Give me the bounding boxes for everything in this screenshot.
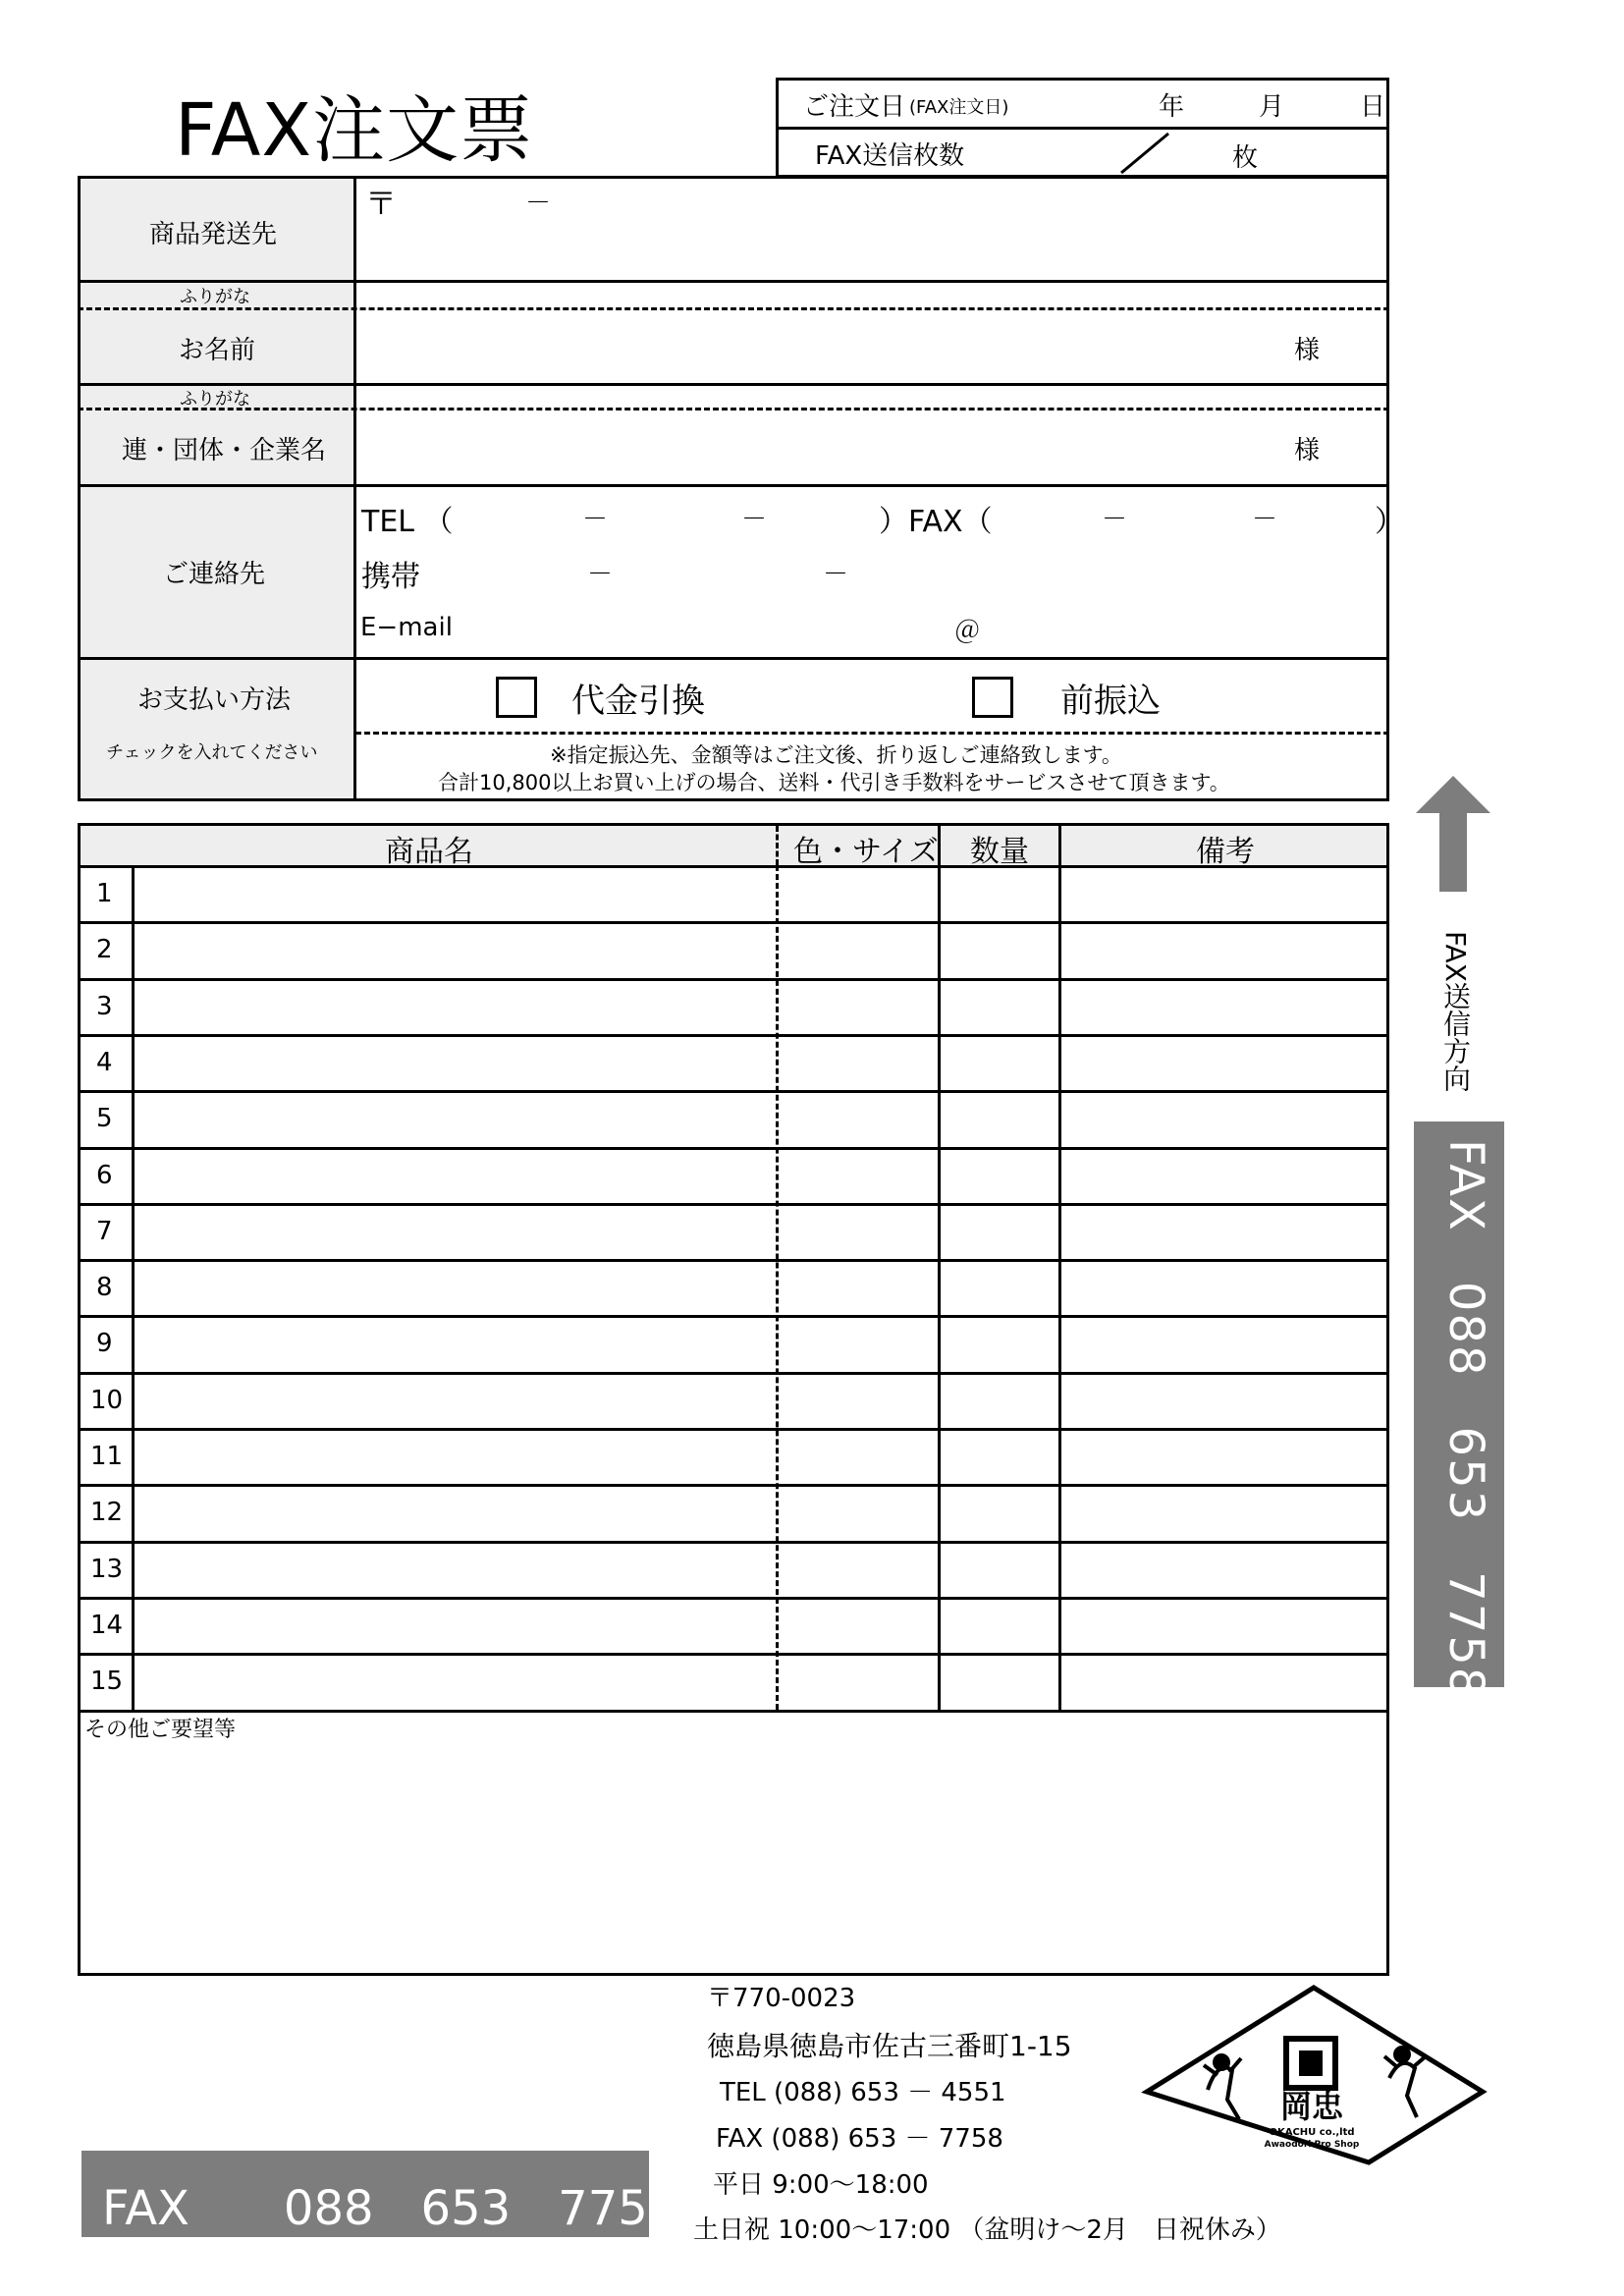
ship-to-label: 商品発送先 [149,220,278,249]
payment-note-2: 合計10,800以上お買い上げの場合、送料・代引き手数料をサービスさせて頂きます。 [438,771,1230,794]
items-table [78,823,1389,1976]
fax-pages-label: FAX送信枚数 [815,141,965,171]
cod-checkbox[interactable] [496,677,537,718]
table-row-number: 11 [90,1442,124,1471]
qty-col-line [1058,823,1061,1710]
product-col-line [776,865,779,1710]
footer-tel: TEL (088) 653 － 4551 [720,2078,1006,2107]
table-row-number: 13 [90,1554,124,1584]
pages-slash-icon [1119,132,1178,175]
remarks-label: その他ご要望等 [84,1718,237,1742]
footer-fax-number: FAX 088 653 7758 [102,2181,678,2236]
table-row-number: 14 [90,1610,124,1640]
contact-label: ご連絡先 [163,560,266,589]
fax-close: ） [1375,505,1404,539]
table-row-number: 6 [96,1160,113,1190]
fax-dash-1: － [1102,505,1128,534]
table-row-number: 5 [96,1104,113,1134]
table-row-number: 1 [96,879,113,908]
table-row-line [78,1597,1389,1600]
table-row-number: 9 [96,1329,113,1359]
table-row-number: 3 [96,991,113,1021]
year-label: 年 [1159,92,1185,122]
logo-text-1: OKACHU co.,ltd [1269,2127,1355,2138]
tel-dash-2: － [741,505,768,534]
table-row-line [78,1090,1389,1093]
mobile-dash-2: － [823,560,849,589]
company-logo [1139,1982,1489,2168]
furigana-label-2: ふりがな [180,389,250,410]
furigana-sep-1 [78,307,1389,310]
postal-dash: － [525,189,552,218]
items-header-line [78,865,1389,868]
table-row-line [78,1541,1389,1544]
row-sep-2 [78,383,1389,386]
table-row-number: 8 [96,1273,113,1303]
month-label: 月 [1259,92,1285,122]
payment-option-prepay: 前振込 [1060,682,1161,721]
num-col-line [132,865,135,1710]
table-row-number: 10 [90,1385,124,1415]
row-sep-1 [78,280,1389,283]
size-col-line [938,823,941,1710]
logo-text-2: Awaodori Pro Shop [1264,2140,1360,2150]
table-row-number: 12 [90,1498,124,1528]
furigana-sep-2 [78,408,1389,410]
table-row-number: 4 [96,1047,113,1077]
payment-note-1: ※指定振込先、金額等はご注文後、折り返しご連絡致します。 [550,743,1122,767]
tel-label: TEL （ [361,505,454,539]
col-quantity: 数量 [970,835,1029,869]
col-product: 商品名 [385,835,473,869]
table-row-number: 2 [96,935,113,965]
fax-label: ）FAX（ [879,505,993,539]
row-sep-4 [78,657,1389,660]
footer-weekday-hours: 平日 9:00〜18:00 [713,2170,929,2200]
tel-dash-1: － [582,505,609,534]
table-row-line [78,1034,1389,1037]
page-title: FAX注文票 [175,88,534,173]
table-row-line [78,1428,1389,1431]
payment-note-sep [355,732,1389,735]
honorific-2: 様 [1294,436,1321,465]
payment-sub: チェックを入れてください [106,742,318,763]
table-row-line [78,1315,1389,1318]
order-date-sub: (FAX注文日) [909,97,1009,118]
table-row-line [78,1147,1389,1150]
name-label: お名前 [179,336,256,365]
payment-label: お支払い方法 [137,685,292,715]
up-arrow-icon [1416,776,1490,892]
email-label: E−mail [360,613,453,642]
footer-weekend-hours: 土日祝 10:00〜17:00 （盆明け〜2月 日祝休み） [693,2215,1281,2245]
order-date-label: ご注文日 [803,92,906,122]
order-date-divider [776,127,1389,130]
pages-unit: 枚 [1232,143,1259,173]
prepay-checkbox[interactable] [972,677,1013,718]
items-header-bg [81,826,1386,865]
table-row-line [78,978,1389,981]
fax-dash-2: － [1252,505,1278,534]
table-row-line [78,1653,1389,1656]
logo-mark: 岡忠 [1279,2088,1344,2125]
fax-direction-label: FAX送信方向 [1439,931,1472,1092]
footer-postal: 〒770-0023 [707,1984,856,2013]
day-label: 日 [1360,92,1386,122]
mobile-dash-1: － [587,560,614,589]
footer-fax: FAX (088) 653 － 7758 [716,2124,1003,2154]
table-row-number: 15 [90,1667,124,1697]
table-row-line [78,1372,1389,1375]
remarks-top-line [78,1710,1389,1713]
table-row-line [78,921,1389,924]
col-color-size: 色・サイズ [793,835,939,869]
table-row-line [78,1484,1389,1487]
col-notes: 備考 [1196,835,1255,869]
table-row-line [78,1203,1389,1206]
footer-address: 徳島県徳島市佐古三番町1-15 [707,2030,1072,2062]
email-at: ＠ [954,617,981,646]
honorific-1: 様 [1294,336,1321,365]
org-label: 連・団体・企業名 [122,436,327,465]
postal-mark: 〒 [365,185,398,222]
mobile-label: 携帯 [361,560,420,594]
side-fax-number: FAX 088 653 7758 [1438,1139,1493,1700]
product-header-line [776,826,779,865]
payment-option-cod: 代金引換 [571,682,705,721]
furigana-label-1: ふりがな [180,287,250,307]
table-row-line [78,1259,1389,1262]
row-sep-3 [78,484,1389,487]
table-row-number: 7 [96,1216,113,1246]
label-column-divider [353,176,356,801]
